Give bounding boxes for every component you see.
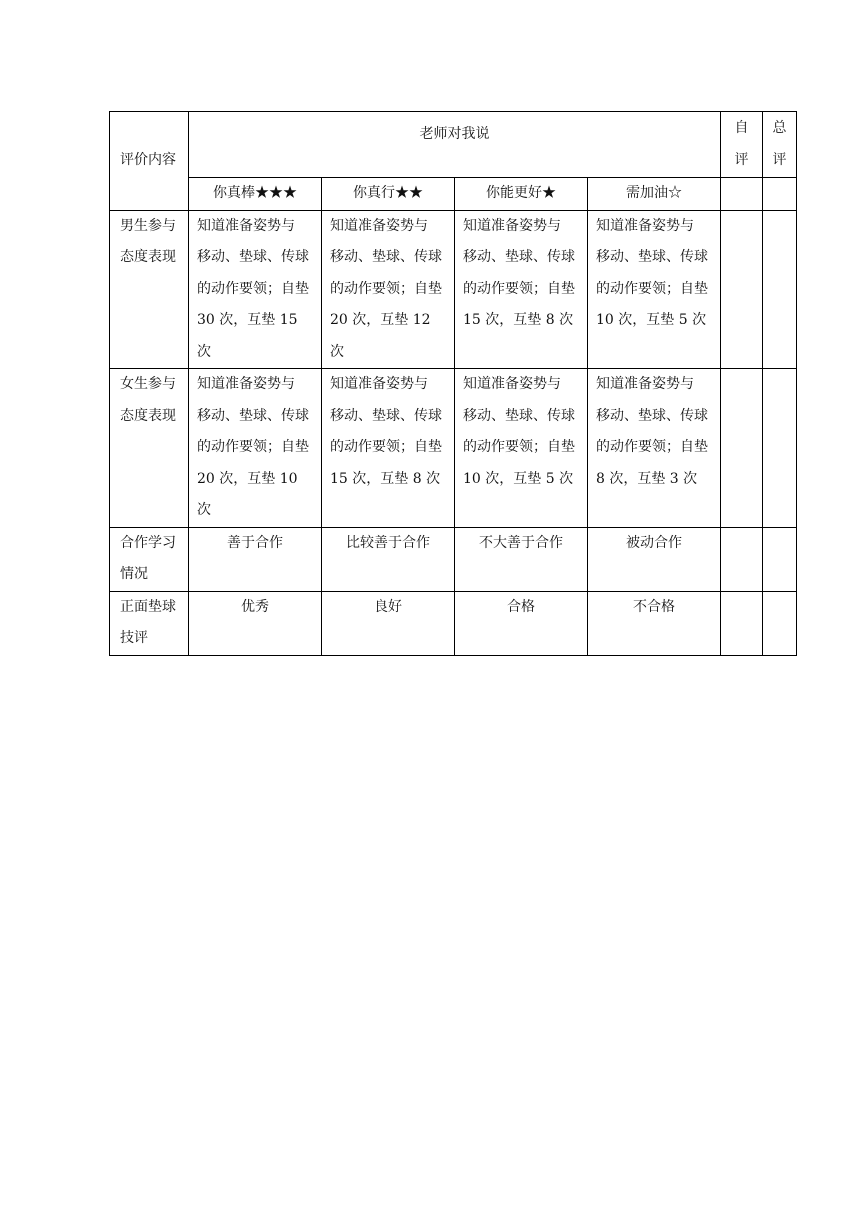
criteria-cell xyxy=(455,210,588,369)
criteria-line: 移动、垫球、传球 xyxy=(463,249,575,265)
row-label-line: 态度表现 xyxy=(120,407,176,424)
criteria-line: 的动作要领；自垫 xyxy=(330,280,442,297)
row-label-cell xyxy=(110,210,189,369)
level-header-4: 需加油☆ xyxy=(588,178,721,211)
criteria-cell: 优秀 xyxy=(189,591,322,655)
self-eval-cell[interactable] xyxy=(721,591,763,655)
row-label-cell xyxy=(110,591,189,655)
criteria-line: 20 次，互垫 12 次 xyxy=(330,312,431,360)
criteria-line: 知道准备姿势与 xyxy=(596,217,694,234)
row-label-cell xyxy=(110,369,189,528)
criteria-cell: 比较善于合作 xyxy=(322,527,455,591)
table-row xyxy=(110,369,797,528)
criteria-line: 移动、垫球、传球 xyxy=(197,249,309,265)
criteria-line: 知道准备姿势与 xyxy=(463,376,561,392)
self-eval-cell[interactable] xyxy=(721,210,763,369)
total-eval-label-1: 总 xyxy=(772,120,787,136)
total-eval-empty-cell xyxy=(763,178,797,211)
criteria-line: 20 次，互垫 10 次 xyxy=(197,470,298,518)
criteria-line: 的动作要领；自垫 xyxy=(463,280,575,297)
content-label-cell xyxy=(110,112,189,211)
criteria-line: 知道准备姿势与 xyxy=(330,217,428,234)
criteria-line: 移动、垫球、传球 xyxy=(463,407,575,424)
criteria-line: 知道准备姿势与 xyxy=(197,376,295,392)
total-eval-cell[interactable] xyxy=(763,210,797,369)
criteria-line: 的动作要领；自垫 xyxy=(197,439,309,455)
criteria-line: 的动作要领；自垫 xyxy=(596,280,708,297)
criteria-line: 的动作要领；自垫 xyxy=(596,439,708,455)
criteria-line: 移动、垫球、传球 xyxy=(596,407,708,424)
criteria-line: 移动、垫球、传球 xyxy=(596,249,708,265)
total-eval-cell[interactable] xyxy=(763,369,797,528)
criteria-line: 30 次，互垫 15 次 xyxy=(197,312,298,360)
table-row xyxy=(110,591,797,655)
total-eval-cell[interactable] xyxy=(763,527,797,591)
criteria-cell xyxy=(189,210,322,369)
criteria-line: 10 次，互垫 5 次 xyxy=(596,312,707,328)
criteria-line: 15 次，互垫 8 次 xyxy=(330,470,441,487)
header-row-top xyxy=(110,112,797,178)
criteria-line: 移动、垫球、传球 xyxy=(330,249,442,265)
criteria-cell xyxy=(588,369,721,528)
criteria-line: 知道准备姿势与 xyxy=(330,376,428,392)
self-eval-label-1: 自 xyxy=(734,120,749,136)
level-header-1: 你真棒★★★ xyxy=(189,178,322,211)
total-eval-cell[interactable] xyxy=(763,591,797,655)
self-eval-empty-cell xyxy=(721,178,763,211)
total-eval-header-cell xyxy=(763,112,797,178)
criteria-line: 的动作要领；自垫 xyxy=(463,439,575,455)
content-label: 评价内容 xyxy=(120,152,176,168)
criteria-cell: 不合格 xyxy=(588,591,721,655)
criteria-line: 的动作要领；自垫 xyxy=(330,439,442,455)
level-header-2: 你真行★★ xyxy=(322,178,455,211)
row-label-line: 技评 xyxy=(120,630,148,646)
criteria-cell: 不大善于合作 xyxy=(455,527,588,591)
criteria-cell: 合格 xyxy=(455,591,588,655)
criteria-line: 8 次，互垫 3 次 xyxy=(596,470,698,487)
criteria-cell xyxy=(455,369,588,528)
header-row-levels xyxy=(110,178,797,211)
criteria-cell: 被动合作 xyxy=(588,527,721,591)
row-label-line: 合作学习 xyxy=(120,534,176,551)
row-label-line: 态度表现 xyxy=(120,249,176,265)
evaluation-table xyxy=(109,111,797,656)
self-eval-cell[interactable] xyxy=(721,527,763,591)
total-eval-label-2: 评 xyxy=(772,152,787,168)
criteria-cell: 善于合作 xyxy=(189,527,322,591)
criteria-line: 10 次，互垫 5 次 xyxy=(463,470,574,487)
criteria-line: 移动、垫球、传球 xyxy=(197,407,309,424)
criteria-line: 的动作要领；自垫 xyxy=(197,280,309,297)
criteria-line: 知道准备姿势与 xyxy=(596,376,694,392)
row-label-line: 情况 xyxy=(120,566,148,582)
self-eval-label-2: 评 xyxy=(734,152,749,168)
row-label-line: 女生参与 xyxy=(120,376,176,392)
criteria-cell xyxy=(322,210,455,369)
criteria-cell: 良好 xyxy=(322,591,455,655)
criteria-cell xyxy=(189,369,322,528)
teacher-header-cell xyxy=(189,112,721,178)
criteria-line: 15 次，互垫 8 次 xyxy=(463,312,574,328)
criteria-line: 知道准备姿势与 xyxy=(463,217,561,234)
row-label-line: 正面垫球 xyxy=(120,598,176,615)
criteria-line: 知道准备姿势与 xyxy=(197,217,295,234)
table-row xyxy=(110,210,797,369)
self-eval-header-cell xyxy=(721,112,763,178)
criteria-cell xyxy=(588,210,721,369)
teacher-label: 老师对我说 xyxy=(419,126,490,142)
self-eval-cell[interactable] xyxy=(721,369,763,528)
criteria-line: 移动、垫球、传球 xyxy=(330,407,442,424)
table-row xyxy=(110,527,797,591)
row-label-line: 男生参与 xyxy=(120,217,176,234)
criteria-cell xyxy=(322,369,455,528)
level-header-3: 你能更好★ xyxy=(455,178,588,211)
row-label-cell xyxy=(110,527,189,591)
